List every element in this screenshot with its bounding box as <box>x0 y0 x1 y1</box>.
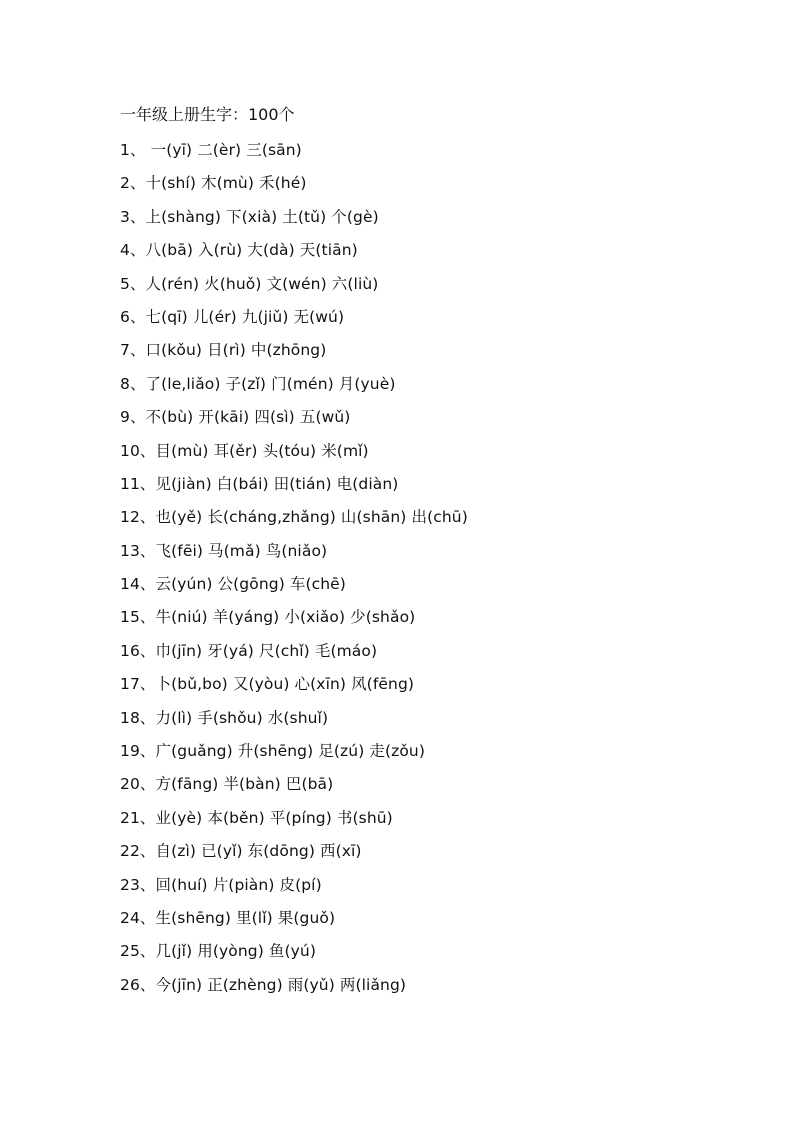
list-item: 2、十(shí) 木(mù) 禾(hé) <box>120 174 307 193</box>
list-item: 9、不(bù) 开(kāi) 四(sì) 五(wǔ) <box>120 408 351 427</box>
list-item: 3、上(shàng) 下(xià) 土(tǔ) 个(gè) <box>120 207 379 226</box>
list-item: 4、八(bā) 入(rù) 大(dà) 天(tiān) <box>120 241 358 260</box>
list-item: 16、巾(jīn) 牙(yá) 尺(chǐ) 毛(máo) <box>120 641 378 660</box>
list-item: 19、广(guǎng) 升(shēng) 足(zú) 走(zǒu) <box>120 742 426 761</box>
list-item: 7、口(kǒu) 日(rì) 中(zhōng) <box>120 341 327 360</box>
list-item: 11、见(jiàn) 白(bái) 田(tián) 电(diàn) <box>120 474 399 493</box>
list-item: 13、飞(fēi) 马(mǎ) 鸟(niǎo) <box>120 541 328 560</box>
list-item: 23、回(huí) 片(piàn) 皮(pí) <box>120 875 322 894</box>
list-item: 6、七(qī) 儿(ér) 九(jiǔ) 无(wú) <box>120 307 345 326</box>
list-item: 1、 一(yī) 二(èr) 三(sān) <box>120 141 302 159</box>
list-item: 26、今(jīn) 正(zhèng) 雨(yǔ) 两(liǎng) <box>120 975 407 994</box>
character-list <box>120 139 468 1007</box>
list-item: 20、方(fāng) 半(bàn) 巴(bā) <box>120 775 334 794</box>
list-item: 17、卜(bǔ,bo) 又(yòu) 心(xīn) 风(fēng) <box>120 675 415 694</box>
list-item: 22、自(zì) 已(yǐ) 东(dōng) 西(xī) <box>120 842 362 861</box>
list-item: 12、也(yě) 长(cháng,zhǎng) 山(shān) 出(chū) <box>120 508 468 527</box>
list-item: 18、力(lì) 手(shǒu) 水(shuǐ) <box>120 708 329 727</box>
list-item: 14、云(yún) 公(gōng) 车(chē) <box>120 575 346 594</box>
list-item: 10、目(mù) 耳(ěr) 头(tóu) 米(mǐ) <box>120 441 369 460</box>
document-title: 一年级上册生字：100个 <box>120 105 295 124</box>
list-item: 8、了(le,liǎo) 子(zǐ) 门(mén) 月(yuè) <box>120 374 396 393</box>
list-item: 5、人(rén) 火(huǒ) 文(wén) 六(liù) <box>120 274 379 293</box>
list-item: 24、生(shēng) 里(lǐ) 果(guǒ) <box>120 908 336 927</box>
list-item: 15、牛(niú) 羊(yáng) 小(xiǎo) 少(shǎo) <box>120 608 416 627</box>
list-item: 25、几(jǐ) 用(yòng) 鱼(yú) <box>120 942 316 961</box>
list-item: 21、业(yè) 本(běn) 平(píng) 书(shū) <box>120 808 393 827</box>
